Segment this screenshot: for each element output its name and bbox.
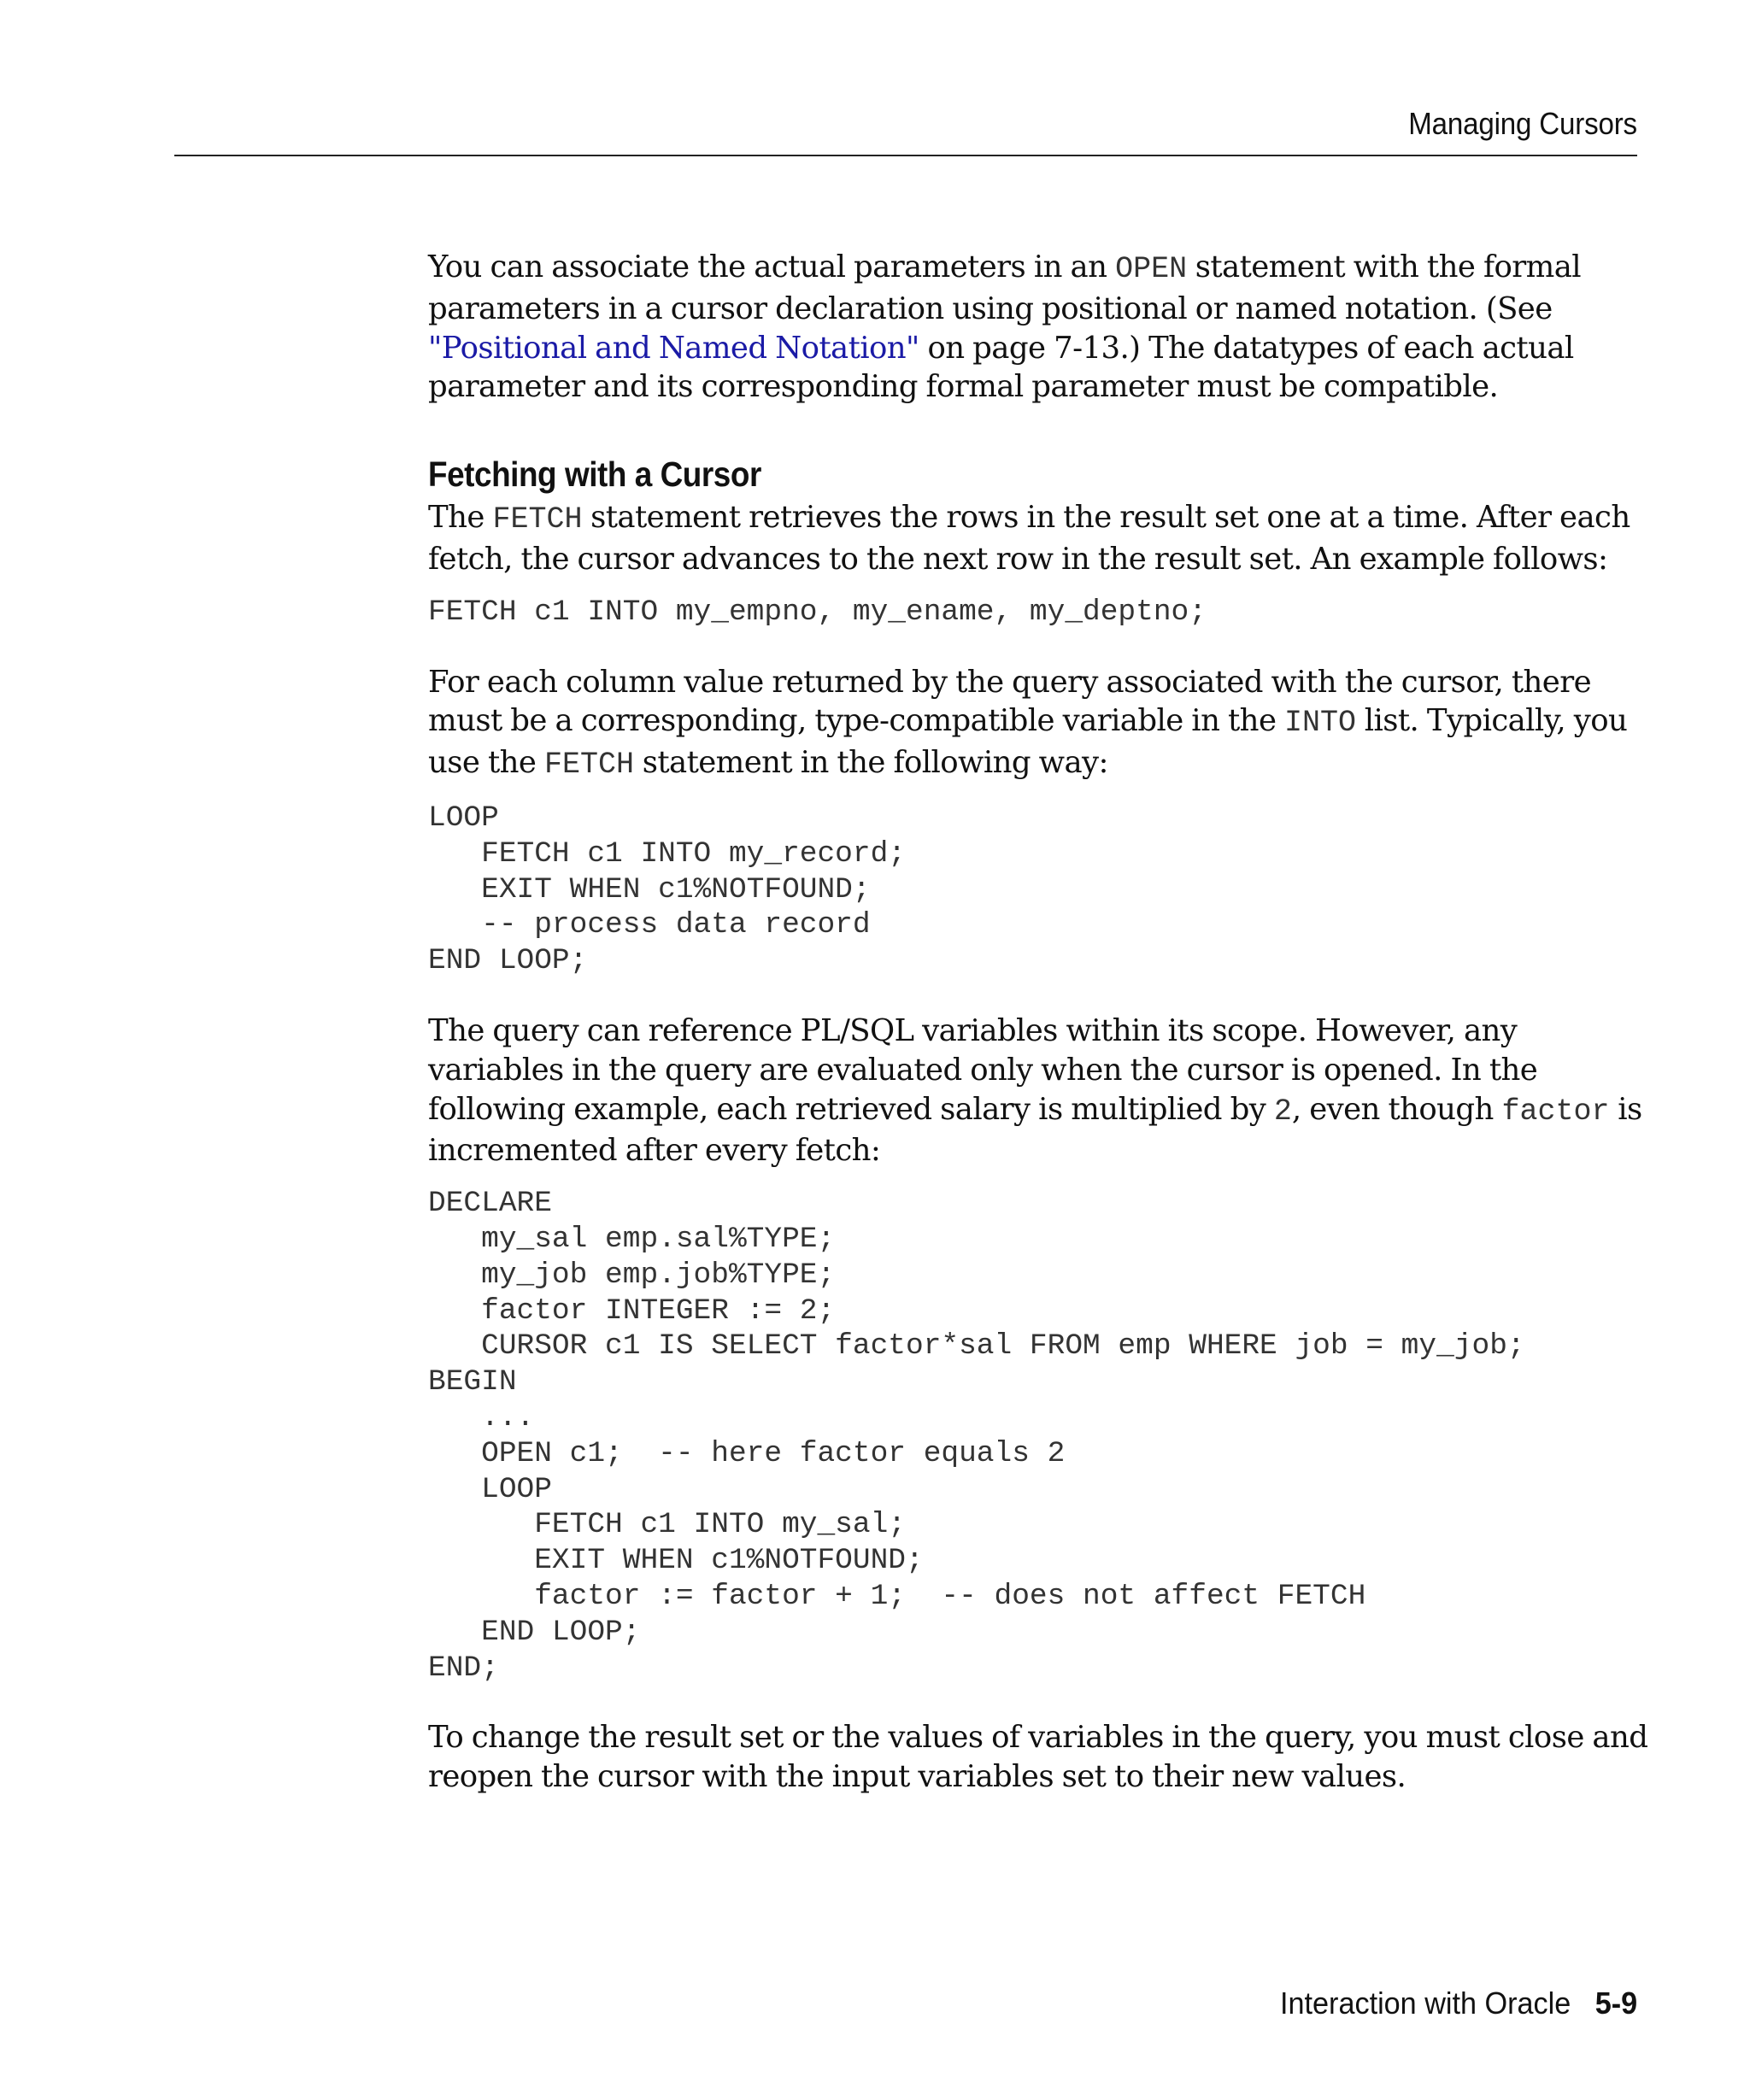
footer-chapter: Interaction with Oracle xyxy=(1279,1986,1571,2021)
column-paragraph xyxy=(428,663,1650,785)
change-paragraph: To change the result set or the values of variables in the query, you must close and reopen the cursor with the input variables set to their new values. xyxy=(428,1720,1648,1795)
column-text-2: list. Typically, you use the xyxy=(428,703,1628,781)
running-header: Managing Cursors xyxy=(1408,106,1637,141)
inline-code-fetch-2: FETCH xyxy=(544,748,635,783)
fetch-text-2: statement retrieves the rows in the result set one at a time. After each fetch, the cursor advances to the next row in the result set. An example follows: xyxy=(428,500,1630,577)
page-content xyxy=(428,248,1650,1797)
fetch-text-1: The xyxy=(428,500,493,536)
intro-text-1: You can associate the actual parameters in an xyxy=(428,249,1116,284)
page-number: 5-9 xyxy=(1594,1986,1637,2021)
intro-paragraph xyxy=(428,248,1650,407)
inline-code-2: 2 xyxy=(1273,1094,1292,1129)
inline-code-open: OPEN xyxy=(1115,252,1188,286)
page-footer xyxy=(1280,1986,1637,2021)
inline-code-fetch: FETCH xyxy=(492,502,583,537)
intro-text-2: statement with the formal parameters in a cursor declaration using positional or named notation. (See xyxy=(428,249,1582,326)
section-heading: Fetching with a Cursor xyxy=(428,455,761,495)
column-text-3: statement in the following way: xyxy=(634,745,1108,781)
code-example-fetch: FETCH c1 INTO my_empno, my_ename, my_deptno; xyxy=(428,595,1207,629)
code-example-loop: LOOP FETCH c1 INTO my_record; EXIT WHEN c1%NOTFOUND; -- process data record END LOOP; xyxy=(428,801,906,978)
fetch-paragraph xyxy=(428,498,1650,579)
column-text-1: For each column value returned by the query associated with the cursor, there must be a corresponding, type-compatible variable in the xyxy=(428,664,1591,739)
query-paragraph xyxy=(428,1012,1650,1170)
query-text-1: The query can reference PL/SQL variables within its scope. However, any variables in the query are evaluated only when the cursor is opened. In the following example, each retrieved salary is multiplied by xyxy=(428,1012,1538,1127)
inline-code-factor: factor xyxy=(1501,1094,1610,1129)
query-text-2: , even though xyxy=(1291,1091,1502,1127)
query-text-3: is incremented after every fetch: xyxy=(428,1091,1642,1169)
header-rule xyxy=(174,155,1637,156)
positional-notation-link[interactable]: "Positional and Named Notation" xyxy=(428,330,919,366)
code-example-declare: DECLARE my_sal emp.sal%TYPE; my_job emp.job%TYPE; factor INTEGER := 2; CURSOR c1 IS SELECT factor*sal FROM emp WHERE job = my_job; BEGIN ... OPEN c1; -- here factor equals 2 LOOP FETCH c1 INTO my_sal; EXIT WHEN c1%NOTFOUND; factor := factor + 1; -- does not affect FETCH END LOOP; END; xyxy=(428,1187,1525,1685)
inline-code-into: INTO xyxy=(1284,706,1357,741)
intro-text-3: on page 7-13.) The datatypes of each actual parameter and its corresponding formal parameter must be compatible. xyxy=(428,330,1574,405)
